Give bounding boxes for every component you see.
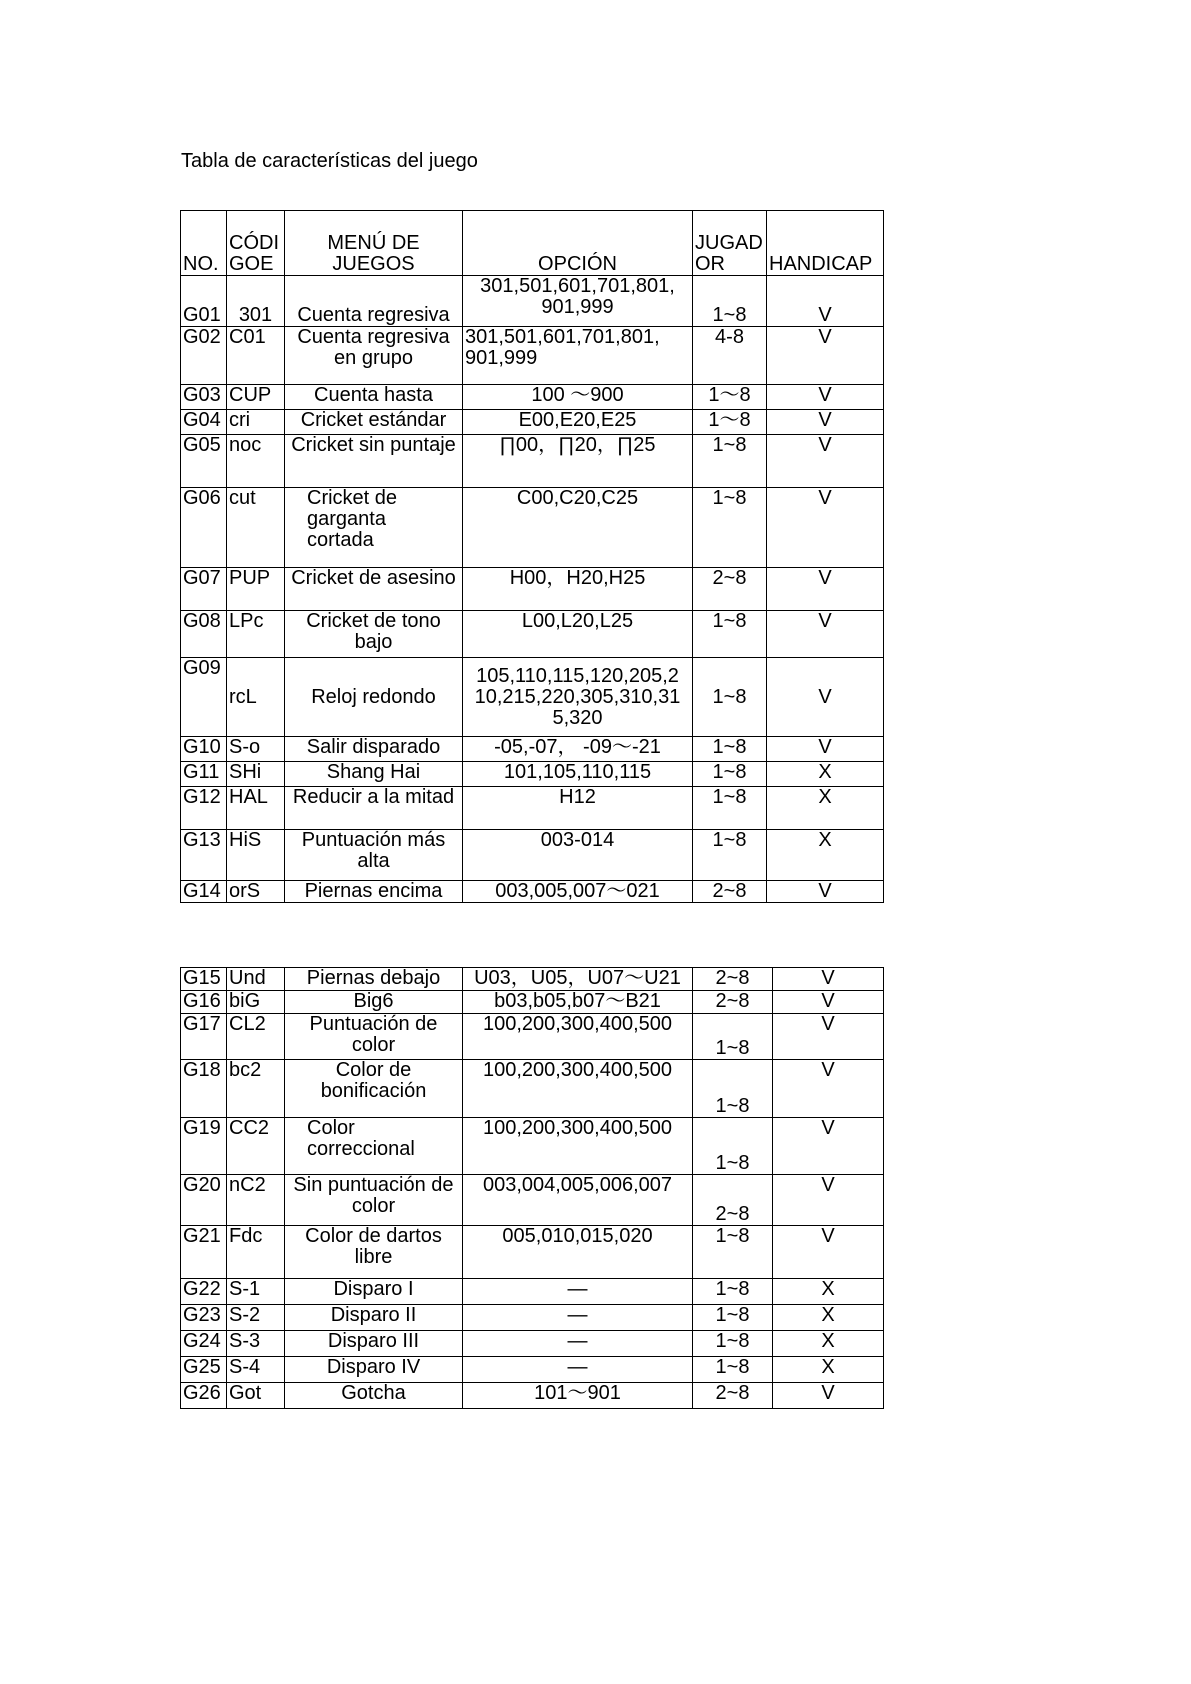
cell-no: G02 bbox=[181, 327, 227, 385]
cell-handicap: V bbox=[767, 327, 884, 385]
table-row bbox=[181, 1357, 884, 1383]
cell-players: 1~8 bbox=[693, 1357, 773, 1383]
header-row bbox=[181, 211, 884, 276]
table-row bbox=[181, 737, 884, 762]
cell-no: G11 bbox=[181, 762, 227, 787]
cell-menu: Color correccional bbox=[285, 1118, 463, 1175]
cell-code: biG bbox=[227, 991, 285, 1014]
cell-option: 101〜901 bbox=[463, 1383, 693, 1409]
cell-option: 003,004,005,006,007 bbox=[463, 1175, 693, 1226]
cell-no: G15 bbox=[181, 968, 227, 991]
cell-no: G10 bbox=[181, 737, 227, 762]
cell-players: 1~8 bbox=[693, 762, 767, 787]
cell-handicap: V bbox=[767, 435, 884, 488]
cell-menu: Cuenta regresiva en grupo bbox=[285, 327, 463, 385]
cell-no: G23 bbox=[181, 1305, 227, 1331]
cell-code: Fdc bbox=[227, 1226, 285, 1279]
game-features-table-continued bbox=[180, 967, 884, 1409]
cell-code: noc bbox=[227, 435, 285, 488]
cell-menu: Piernas encima bbox=[285, 881, 463, 903]
cell-players: 2~8 bbox=[693, 968, 773, 991]
cell-option: 100,200,300,400,500 bbox=[463, 1118, 693, 1175]
cell-no: G09 bbox=[181, 658, 227, 737]
cell-code: LPc bbox=[227, 611, 285, 658]
table-row bbox=[181, 1305, 884, 1331]
cell-menu: Cricket de tono bajo bbox=[285, 611, 463, 658]
table-body bbox=[181, 968, 884, 1409]
cell-code: S-3 bbox=[227, 1331, 285, 1357]
cell-menu: Disparo II bbox=[285, 1305, 463, 1331]
cell-players: 1〜8 bbox=[693, 385, 767, 410]
table-row bbox=[181, 787, 884, 830]
cell-code: cut bbox=[227, 488, 285, 568]
header-no: NO. bbox=[181, 211, 227, 276]
cell-no: G20 bbox=[181, 1175, 227, 1226]
cell-code: 301 bbox=[227, 276, 285, 327]
cell-option: — bbox=[463, 1357, 693, 1383]
cell-code: HAL bbox=[227, 787, 285, 830]
cell-players: 2~8 bbox=[693, 568, 767, 611]
cell-menu: Cricket estándar bbox=[285, 410, 463, 435]
cell-handicap: V bbox=[773, 1383, 884, 1409]
cell-menu: Color de bonificación bbox=[285, 1060, 463, 1118]
cell-handicap: V bbox=[767, 568, 884, 611]
cell-menu: Cricket de asesino bbox=[285, 568, 463, 611]
cell-code: CUP bbox=[227, 385, 285, 410]
table-row bbox=[181, 568, 884, 611]
cell-menu: Color de dartos libre bbox=[285, 1226, 463, 1279]
cell-option: L00,L20,L25 bbox=[463, 611, 693, 658]
cell-handicap: X bbox=[767, 830, 884, 881]
cell-players: 1~8 bbox=[693, 830, 767, 881]
cell-players: 2~8 bbox=[693, 991, 773, 1014]
table-row bbox=[181, 1279, 884, 1305]
cell-players: 1~8 bbox=[693, 658, 767, 737]
cell-code: S-1 bbox=[227, 1279, 285, 1305]
cell-code: rcL bbox=[227, 658, 285, 737]
table-row bbox=[181, 1383, 884, 1409]
game-features-table bbox=[180, 210, 884, 903]
cell-option: 100,200,300,400,500 bbox=[463, 1014, 693, 1060]
cell-players: 2~8 bbox=[693, 1175, 773, 1226]
cell-handicap: V bbox=[773, 1060, 884, 1118]
page-title: Tabla de características del juego bbox=[181, 150, 478, 172]
cell-players: 1〜8 bbox=[693, 410, 767, 435]
table-row bbox=[181, 881, 884, 903]
table-row bbox=[181, 968, 884, 991]
cell-option: U03，U05，U07～U21 bbox=[463, 968, 693, 991]
table-row bbox=[181, 488, 884, 568]
cell-option: — bbox=[463, 1305, 693, 1331]
cell-option: 101,105,110,115 bbox=[463, 762, 693, 787]
cell-option: C00,C20,C25 bbox=[463, 488, 693, 568]
cell-no: G14 bbox=[181, 881, 227, 903]
cell-option: 105,110,115,120,205,2 10,215,220,305,310,31 5,320 bbox=[463, 658, 693, 737]
cell-handicap: X bbox=[767, 762, 884, 787]
cell-no: G08 bbox=[181, 611, 227, 658]
cell-handicap: V bbox=[773, 1226, 884, 1279]
table-row bbox=[181, 1014, 884, 1060]
cell-handicap: V bbox=[767, 276, 884, 327]
cell-handicap: V bbox=[767, 611, 884, 658]
cell-option: 100,200,300,400,500 bbox=[463, 1060, 693, 1118]
cell-menu: Cuenta regresiva bbox=[285, 276, 463, 327]
cell-code: orS bbox=[227, 881, 285, 903]
table-row bbox=[181, 276, 884, 327]
table-row bbox=[181, 611, 884, 658]
table-row bbox=[181, 385, 884, 410]
cell-option: 301,501,601,701,801, 901,999 bbox=[463, 276, 693, 327]
cell-option: 003,005,007〜021 bbox=[463, 881, 693, 903]
cell-menu: Puntuación más alta bbox=[285, 830, 463, 881]
cell-players: 1~8 bbox=[693, 737, 767, 762]
header-menu: MENÚ DE JUEGOS bbox=[285, 211, 463, 276]
table-row bbox=[181, 410, 884, 435]
cell-handicap: V bbox=[773, 1118, 884, 1175]
cell-players: 2~8 bbox=[693, 1383, 773, 1409]
cell-menu: Piernas debajo bbox=[285, 968, 463, 991]
cell-handicap: X bbox=[773, 1279, 884, 1305]
cell-players: 1~8 bbox=[693, 1305, 773, 1331]
cell-no: G05 bbox=[181, 435, 227, 488]
cell-players: 1~8 bbox=[693, 1014, 773, 1060]
cell-menu: Cuenta hasta bbox=[285, 385, 463, 410]
cell-handicap: V bbox=[773, 1175, 884, 1226]
header-code: CÓDI GOE bbox=[227, 211, 285, 276]
cell-handicap: V bbox=[773, 968, 884, 991]
cell-option: E00,E20,E25 bbox=[463, 410, 693, 435]
cell-menu: Disparo IV bbox=[285, 1357, 463, 1383]
cell-no: G26 bbox=[181, 1383, 227, 1409]
cell-menu: Puntuación de color bbox=[285, 1014, 463, 1060]
cell-code: CC2 bbox=[227, 1118, 285, 1175]
table-row bbox=[181, 658, 884, 737]
cell-no: G07 bbox=[181, 568, 227, 611]
cell-handicap: X bbox=[767, 787, 884, 830]
cell-menu: Cricket sin puntaje bbox=[285, 435, 463, 488]
cell-code: CL2 bbox=[227, 1014, 285, 1060]
cell-no: G22 bbox=[181, 1279, 227, 1305]
cell-code: cri bbox=[227, 410, 285, 435]
cell-no: G03 bbox=[181, 385, 227, 410]
cell-no: G24 bbox=[181, 1331, 227, 1357]
cell-code: bc2 bbox=[227, 1060, 285, 1118]
table-row bbox=[181, 830, 884, 881]
cell-players: 1~8 bbox=[693, 1331, 773, 1357]
cell-menu: Big6 bbox=[285, 991, 463, 1014]
cell-players: 1~8 bbox=[693, 1279, 773, 1305]
cell-code: HiS bbox=[227, 830, 285, 881]
cell-code: C01 bbox=[227, 327, 285, 385]
header-handicap: HANDICAP bbox=[767, 211, 884, 276]
cell-code: Got bbox=[227, 1383, 285, 1409]
cell-code: PUP bbox=[227, 568, 285, 611]
cell-menu: Reloj redondo bbox=[285, 658, 463, 737]
cell-option: 005,010,015,020 bbox=[463, 1226, 693, 1279]
cell-handicap: X bbox=[773, 1357, 884, 1383]
cell-no: G18 bbox=[181, 1060, 227, 1118]
cell-no: G21 bbox=[181, 1226, 227, 1279]
table-row bbox=[181, 1226, 884, 1279]
cell-handicap: X bbox=[773, 1305, 884, 1331]
cell-option: 301,501,601,701,801, 901,999 bbox=[463, 327, 693, 385]
cell-option: b03,b05,b07～B21 bbox=[463, 991, 693, 1014]
cell-option: ∏00，∏20，∏25 bbox=[463, 435, 693, 488]
cell-code: S-4 bbox=[227, 1357, 285, 1383]
cell-players: 1~8 bbox=[693, 1118, 773, 1175]
cell-menu: Salir disparado bbox=[285, 737, 463, 762]
cell-menu: Sin puntuación de color bbox=[285, 1175, 463, 1226]
table-row bbox=[181, 1118, 884, 1175]
cell-handicap: V bbox=[767, 488, 884, 568]
cell-menu: Gotcha bbox=[285, 1383, 463, 1409]
header-players: JUGAD OR bbox=[693, 211, 767, 276]
cell-no: G25 bbox=[181, 1357, 227, 1383]
table-body bbox=[181, 211, 884, 903]
cell-menu: Cricket de garganta cortada bbox=[285, 488, 463, 568]
table-row bbox=[181, 327, 884, 385]
table-row bbox=[181, 991, 884, 1014]
cell-option: H12 bbox=[463, 787, 693, 830]
cell-handicap: V bbox=[767, 881, 884, 903]
cell-handicap: V bbox=[767, 737, 884, 762]
cell-no: G19 bbox=[181, 1118, 227, 1175]
cell-option: -05,-07， -09〜-21 bbox=[463, 737, 693, 762]
cell-option: — bbox=[463, 1331, 693, 1357]
cell-menu: Disparo III bbox=[285, 1331, 463, 1357]
cell-option: 003-014 bbox=[463, 830, 693, 881]
cell-players: 1~8 bbox=[693, 276, 767, 327]
cell-code: nC2 bbox=[227, 1175, 285, 1226]
cell-handicap: V bbox=[767, 385, 884, 410]
cell-menu: Reducir a la mitad bbox=[285, 787, 463, 830]
cell-option: H00，H20,H25 bbox=[463, 568, 693, 611]
cell-code: SHi bbox=[227, 762, 285, 787]
cell-no: G17 bbox=[181, 1014, 227, 1060]
table-row bbox=[181, 435, 884, 488]
cell-option: — bbox=[463, 1279, 693, 1305]
cell-handicap: X bbox=[773, 1331, 884, 1357]
cell-players: 1~8 bbox=[693, 435, 767, 488]
table-row bbox=[181, 1060, 884, 1118]
cell-no: G16 bbox=[181, 991, 227, 1014]
cell-players: 1~8 bbox=[693, 787, 767, 830]
cell-players: 1~8 bbox=[693, 1060, 773, 1118]
cell-no: G01 bbox=[181, 276, 227, 327]
cell-code: Und bbox=[227, 968, 285, 991]
cell-handicap: V bbox=[773, 991, 884, 1014]
table-row bbox=[181, 762, 884, 787]
table-row bbox=[181, 1331, 884, 1357]
cell-no: G12 bbox=[181, 787, 227, 830]
cell-no: G06 bbox=[181, 488, 227, 568]
table-row bbox=[181, 1175, 884, 1226]
cell-players: 1~8 bbox=[693, 611, 767, 658]
cell-no: G04 bbox=[181, 410, 227, 435]
cell-handicap: V bbox=[767, 410, 884, 435]
cell-players: 2~8 bbox=[693, 881, 767, 903]
header-option: OPCIÓN bbox=[463, 211, 693, 276]
cell-players: 1~8 bbox=[693, 1226, 773, 1279]
cell-menu: Shang Hai bbox=[285, 762, 463, 787]
cell-option: 100 〜900 bbox=[463, 385, 693, 410]
cell-code: S-o bbox=[227, 737, 285, 762]
cell-no: G13 bbox=[181, 830, 227, 881]
cell-code: S-2 bbox=[227, 1305, 285, 1331]
cell-players: 1~8 bbox=[693, 488, 767, 568]
cell-players: 4-8 bbox=[693, 327, 767, 385]
cell-handicap: V bbox=[767, 658, 884, 737]
cell-menu: Disparo I bbox=[285, 1279, 463, 1305]
cell-handicap: V bbox=[773, 1014, 884, 1060]
